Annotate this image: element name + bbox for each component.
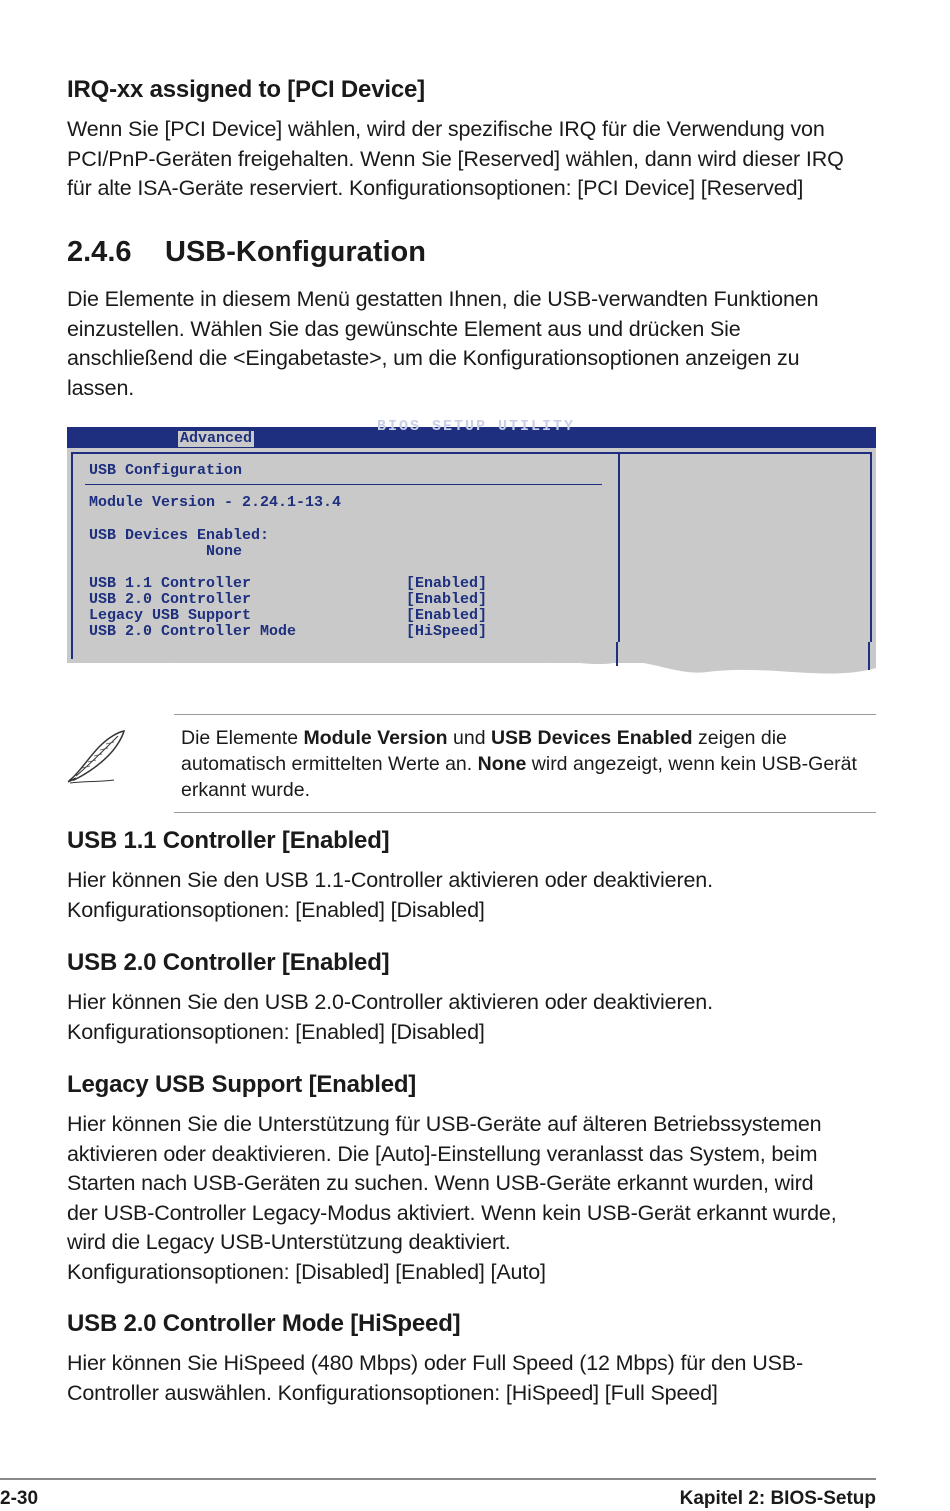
text-line: lassen. xyxy=(67,375,135,400)
bios-devices-label: USB Devices Enabled: xyxy=(89,527,270,544)
text-line: Hier können Sie den USB 1.1-Controller aktivieren oder deaktivieren. xyxy=(67,868,713,892)
bios-item-usb11-value[interactable]: [Enabled] xyxy=(406,575,488,592)
note-text-part: zeigen die xyxy=(692,727,787,749)
section-title-text: USB-Konfiguration xyxy=(165,236,426,268)
text-line: Hier können Sie die Unterstützung für USB-Geräte auf älteren Betriebssystemen xyxy=(67,1112,822,1136)
irq-paragraph xyxy=(67,115,897,204)
text-line: wird die Legacy USB-Unterstützung deaktiviert. xyxy=(67,1230,511,1254)
text-line: Konfigurationsoptionen: [Enabled] [Disabled] xyxy=(67,1019,485,1044)
bios-item-usb20[interactable]: USB 2.0 Controller xyxy=(89,591,252,608)
legacy-paragraph xyxy=(67,1110,897,1287)
text-line: Die Elemente in diesem Menü gestatten Ihnen, die USB-verwandten Funktionen xyxy=(67,287,819,311)
text-line: PCI/PnP-Geräten freigehalten. Wenn Sie [Reserved] wählen, dann wird dieser IRQ xyxy=(67,146,844,171)
irq-heading: IRQ-xx assigned to [PCI Device] xyxy=(67,76,425,103)
bios-item-usb11[interactable]: USB 1.1 Controller xyxy=(89,575,252,592)
usb-config-intro xyxy=(67,285,897,403)
text-line: aktivieren oder deaktivieren. Die [Auto]-Einstellung veranlasst das System, beim xyxy=(67,1141,818,1166)
chapter-title: Kapitel 2: BIOS-Setup xyxy=(679,1488,876,1509)
bios-menu-title: USB Configuration xyxy=(89,462,243,479)
text-line: anschließend die <Eingabetaste>, um die Konfigurationsoptionen anzeigen zu xyxy=(67,346,800,370)
usb20-paragraph xyxy=(67,988,897,1047)
bios-tab-advanced[interactable]: Advanced xyxy=(177,430,255,448)
text-line: Konfigurationsoptionen: [Disabled] [Enabled] [Auto] xyxy=(67,1259,546,1284)
usb11-paragraph xyxy=(67,866,897,925)
text-line: der USB-Controller Legacy-Modus aktiviert. Wenn kein USB-Gerät erkannt wurde, xyxy=(67,1200,837,1225)
usb11-heading: USB 1.1 Controller [Enabled] xyxy=(67,827,390,854)
mode-heading: USB 2.0 Controller Mode [HiSpeed] xyxy=(67,1310,461,1337)
note-text-part: und xyxy=(447,727,491,749)
bios-help-panel xyxy=(618,452,872,659)
bios-item-mode-value[interactable]: [HiSpeed] xyxy=(406,623,488,640)
text-line: Hier können Sie den USB 2.0-Controller aktivieren oder deaktivieren. xyxy=(67,990,713,1014)
section-title xyxy=(67,236,426,269)
bios-item-legacy[interactable]: Legacy USB Support xyxy=(89,607,252,624)
bios-devices-value: None xyxy=(206,543,243,560)
bios-item-usb20-value[interactable]: [Enabled] xyxy=(406,591,488,608)
note-bold-module-version: Module Version xyxy=(303,727,448,749)
text-line: Hier können Sie HiSpeed (480 Mbps) oder Full Speed (12 Mbps) für den USB- xyxy=(67,1351,803,1375)
bios-item-legacy-value[interactable]: [Enabled] xyxy=(406,607,488,624)
text-line: Starten nach USB-Geräten zu suchen. Wenn USB-Geräte erkannt wurden, wird xyxy=(67,1171,814,1195)
text-line: Wenn Sie [PCI Device] wählen, wird der spezifische IRQ für die Verwendung von xyxy=(67,117,825,141)
bios-torn-edge xyxy=(67,642,876,692)
text-line: Controller auswählen. Konfigurationsoptionen: [HiSpeed] [Full Speed] xyxy=(67,1380,718,1405)
note-text-part: automatisch ermittelten Werte an. xyxy=(181,753,478,775)
mode-paragraph xyxy=(67,1349,897,1408)
page-number: 2-30 xyxy=(0,1488,39,1509)
note-text xyxy=(181,725,876,803)
note-bold-usb-devices: USB Devices Enabled xyxy=(490,727,693,749)
pen-nib-icon xyxy=(66,728,128,784)
note-text-part: Die Elemente xyxy=(181,727,304,749)
footer-rule xyxy=(0,1478,876,1480)
note-line: erkannt wurde. xyxy=(181,779,310,801)
note-line xyxy=(181,725,876,751)
text-line: für alte ISA-Geräte reserviert. Konfigurationsoptionen: [PCI Device] [Reserved] xyxy=(67,176,804,200)
note-line xyxy=(181,751,876,777)
section-number: 2.4.6 xyxy=(67,236,132,268)
bios-title-bar xyxy=(67,418,876,448)
text-line: einzustellen. Wählen Sie das gewünschte Element aus und drücken Sie xyxy=(67,316,741,341)
bios-item-mode[interactable]: USB 2.0 Controller Mode xyxy=(89,623,297,640)
bios-title: BIOS SETUP UTILITY xyxy=(377,418,576,435)
bios-body xyxy=(67,448,876,663)
bios-module-version: Module Version - 2.24.1-13.4 xyxy=(89,494,342,511)
note-top-rule xyxy=(174,714,876,715)
usb20-heading: USB 2.0 Controller [Enabled] xyxy=(67,949,390,976)
text-line: Konfigurationsoptionen: [Enabled] [Disabled] xyxy=(67,897,485,922)
bios-divider xyxy=(85,484,602,485)
note-bold-none: None xyxy=(477,753,527,775)
note-bottom-rule xyxy=(174,812,876,813)
note-text-part: wird angezeigt, wenn kein USB-Gerät xyxy=(526,753,857,775)
bios-screenshot xyxy=(67,418,876,692)
legacy-heading: Legacy USB Support [Enabled] xyxy=(67,1071,417,1098)
